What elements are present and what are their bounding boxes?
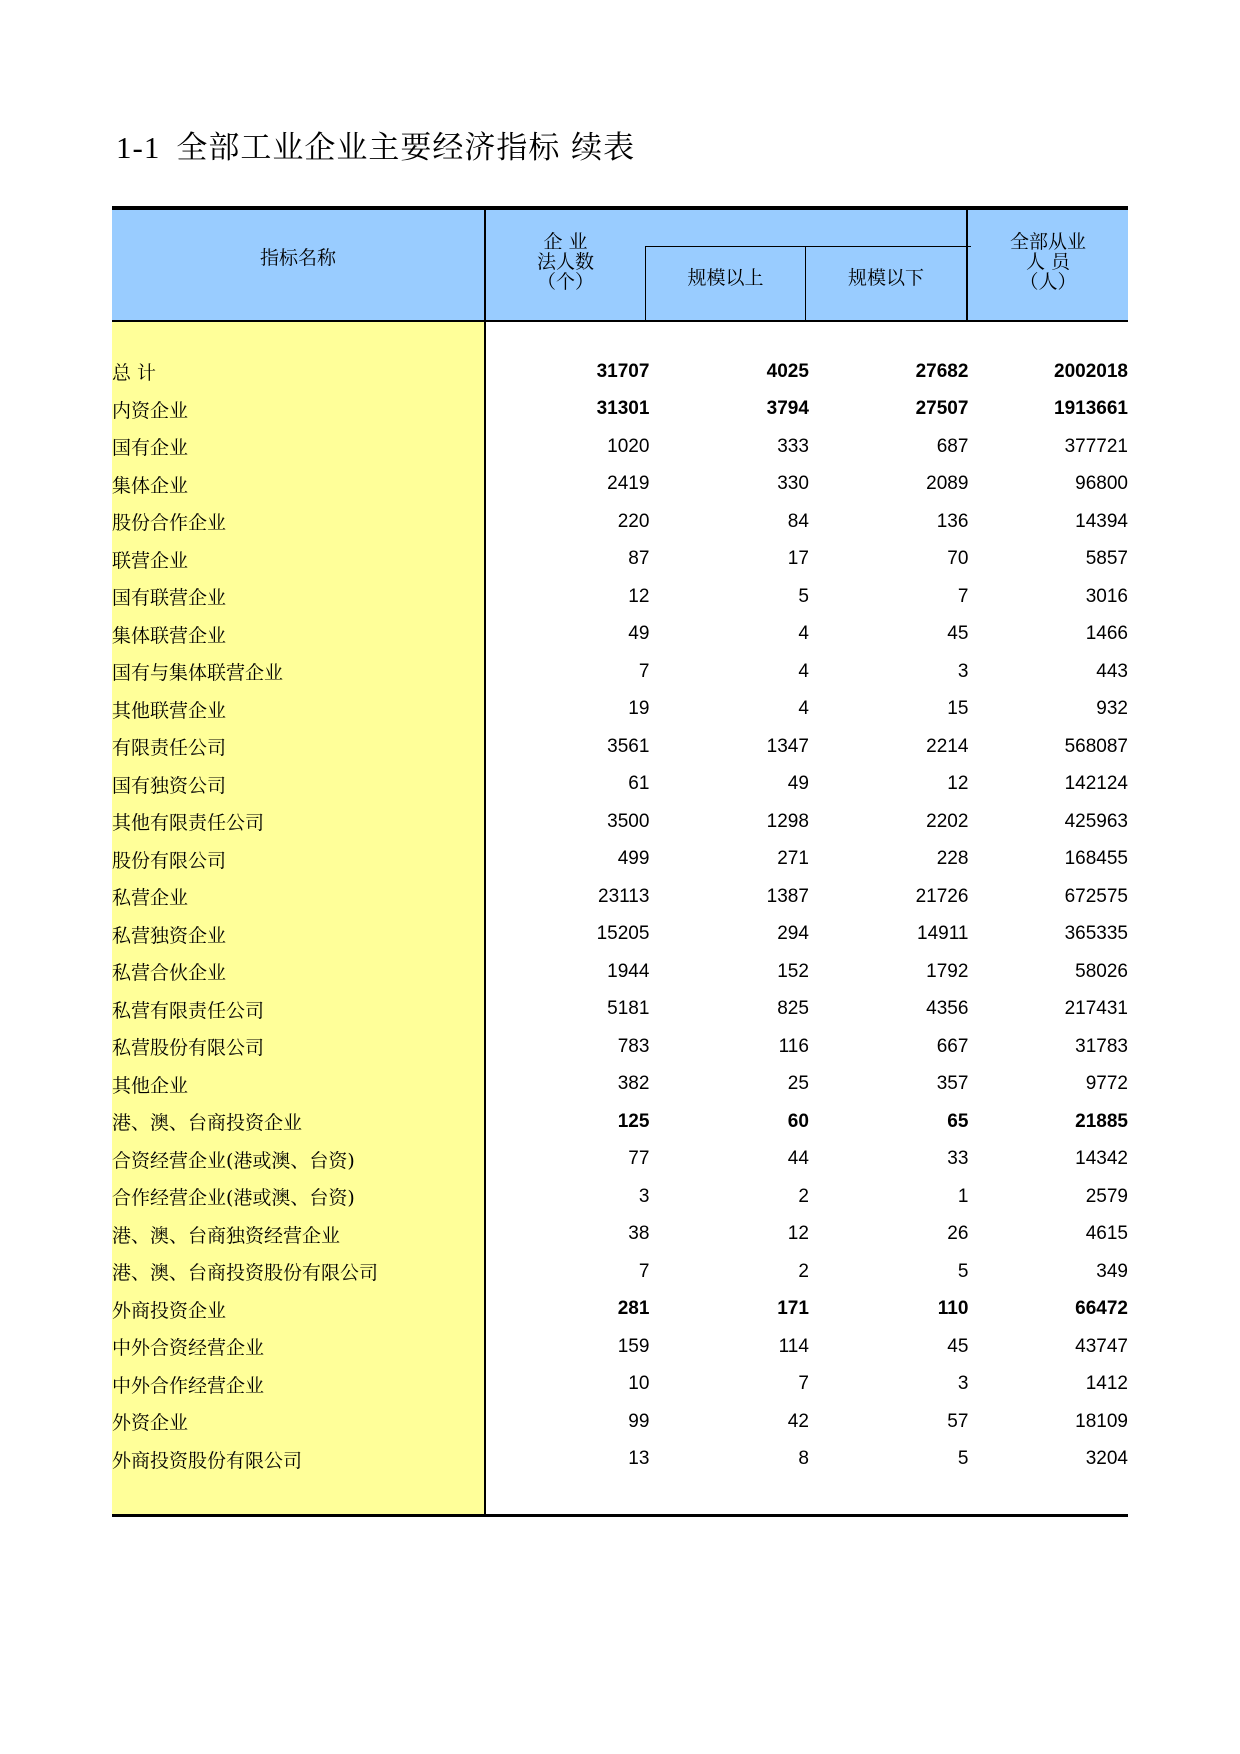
- table-row: [112, 503, 1128, 541]
- table-row: [112, 1253, 1128, 1291]
- below-scale-cell: 7: [957, 585, 969, 607]
- above-scale-cell: 116: [778, 1035, 809, 1057]
- table-row: [112, 1178, 1128, 1216]
- below-scale-cell: 357: [936, 1073, 969, 1095]
- row-label: 外商投资股份有限公司: [112, 1449, 303, 1472]
- below-scale-cell: 228: [936, 848, 969, 870]
- employees-cell: 5857: [1085, 548, 1128, 570]
- enterprise-count-cell: 2419: [607, 473, 650, 495]
- row-label: 港、澳、台商投资企业: [112, 1112, 303, 1135]
- enterprise-count-cell: 220: [617, 510, 650, 532]
- employees-cell: 349: [1096, 1260, 1128, 1282]
- row-label: 国有联营企业: [112, 587, 227, 610]
- header-sub-rule: [645, 246, 971, 247]
- table-row: [112, 653, 1128, 691]
- employees-cell: 568087: [1064, 735, 1128, 757]
- employees-cell: 217431: [1064, 998, 1128, 1020]
- row-label: 外资企业: [112, 1412, 189, 1435]
- table-row: [112, 1366, 1128, 1404]
- below-scale-cell: 5: [957, 1260, 969, 1282]
- table-row: [112, 878, 1128, 916]
- table-row: [112, 616, 1128, 654]
- table-row: [112, 916, 1128, 954]
- row-label: 国有与集体联营企业: [112, 662, 284, 685]
- row-label: 私营独资企业: [112, 924, 227, 947]
- row-label: 集体联营企业: [112, 624, 227, 647]
- below-scale-cell: 45: [947, 1335, 969, 1357]
- enterprise-count-cell: 31301: [596, 398, 650, 420]
- row-label: 私营股份有限公司: [112, 1037, 265, 1060]
- enterprise-count-cell: 7: [638, 1260, 650, 1282]
- below-scale-cell: 12: [947, 773, 969, 795]
- table-row: [112, 1328, 1128, 1366]
- enterprise-count-cell: 499: [617, 848, 650, 870]
- below-scale-cell: 57: [947, 1410, 969, 1432]
- above-scale-cell: 2: [798, 1260, 809, 1282]
- employees-cell: 4615: [1085, 1223, 1128, 1245]
- below-scale-cell: 45: [947, 623, 969, 645]
- row-label: 股份有限公司: [112, 849, 227, 872]
- above-scale-cell: 152: [777, 960, 809, 982]
- table-number: 1-1: [116, 130, 161, 165]
- header-above-scale: 规模以上: [687, 267, 764, 289]
- below-scale-cell: 33: [947, 1148, 969, 1170]
- enterprise-count-cell: 1020: [607, 435, 650, 457]
- above-scale-cell: 2: [798, 1185, 809, 1207]
- row-label: 联营企业: [112, 549, 189, 572]
- enterprise-count-cell: 61: [628, 773, 650, 795]
- employees-cell: 672575: [1064, 885, 1128, 907]
- employees-cell: 18109: [1075, 1410, 1128, 1432]
- table-row: [112, 1141, 1128, 1179]
- above-scale-cell: 825: [777, 998, 809, 1020]
- below-scale-cell: 65: [947, 1110, 969, 1132]
- employees-cell: 168455: [1064, 848, 1128, 870]
- above-scale-cell: 49: [787, 773, 809, 795]
- table-row: [112, 1028, 1128, 1066]
- above-scale-cell: 1298: [766, 810, 809, 832]
- row-label: 其他有限责任公司: [112, 812, 265, 835]
- enterprise-count-cell: 3561: [607, 735, 650, 757]
- top-rule: [112, 206, 1128, 210]
- page-title: [116, 122, 635, 167]
- enterprise-count-cell: 3: [638, 1185, 650, 1207]
- employees-cell: 425963: [1064, 810, 1128, 832]
- above-scale-cell: 171: [777, 1298, 809, 1320]
- above-scale-cell: 114: [778, 1335, 809, 1357]
- above-scale-cell: 25: [787, 1073, 809, 1095]
- table-row: [112, 1441, 1128, 1479]
- table-row: [112, 841, 1128, 879]
- below-scale-cell: 5: [957, 1448, 969, 1470]
- enterprise-count-cell: 159: [617, 1335, 650, 1357]
- above-scale-cell: 3794: [766, 398, 809, 420]
- enterprise-count-cell: 13: [628, 1448, 650, 1470]
- employees-cell: 443: [1096, 660, 1128, 682]
- table-row: [112, 691, 1128, 729]
- row-label: 私营有限责任公司: [112, 999, 265, 1022]
- above-scale-cell: 84: [787, 510, 809, 532]
- below-scale-cell: 14911: [917, 923, 969, 945]
- employees-cell: 96800: [1075, 473, 1128, 495]
- row-label: 中外合作经营企业: [112, 1374, 265, 1397]
- header-indicator-name: 指标名称: [259, 247, 336, 269]
- employees-cell: 14342: [1075, 1148, 1128, 1170]
- employees-cell: 66472: [1075, 1298, 1128, 1320]
- enterprise-count-cell: 281: [617, 1298, 650, 1320]
- header-enterprise-line2: 法人数: [536, 251, 594, 273]
- header-enterprise-line1: 企 业: [543, 231, 588, 253]
- enterprise-count-cell: 15205: [596, 923, 650, 945]
- row-label: 合作经营企业(港或澳、台资): [112, 1187, 355, 1210]
- enterprise-count-cell: 3500: [607, 810, 650, 832]
- header-employees-line1: 全部从业: [1009, 231, 1086, 253]
- header-employees-line2: 人 员: [1025, 251, 1071, 273]
- table-row: [112, 991, 1128, 1029]
- row-label: 港、澳、台商投资股份有限公司: [112, 1262, 379, 1285]
- row-label: 总 计: [112, 362, 157, 385]
- header-enterprise-count: [486, 232, 645, 292]
- employees-cell: 377721: [1064, 435, 1128, 457]
- enterprise-count-cell: 125: [617, 1110, 650, 1132]
- below-scale-cell: 4356: [926, 998, 969, 1020]
- above-scale-cell: 294: [777, 923, 809, 945]
- enterprise-count-cell: 19: [628, 698, 650, 720]
- below-scale-cell: 1: [957, 1185, 969, 1207]
- above-scale-cell: 4: [798, 698, 809, 720]
- row-label: 集体企业: [112, 474, 189, 497]
- table-row: [112, 953, 1128, 991]
- below-scale-cell: 26: [947, 1223, 969, 1245]
- employees-cell: 58026: [1075, 960, 1128, 982]
- employees-cell: 2579: [1085, 1185, 1128, 1207]
- above-scale-cell: 4: [798, 660, 809, 682]
- below-scale-cell: 2214: [926, 735, 969, 757]
- above-scale-cell: 17: [787, 548, 809, 570]
- table-row: [112, 1066, 1128, 1104]
- table-row: [112, 578, 1128, 616]
- below-scale-cell: 110: [937, 1298, 969, 1320]
- header-employees-line3: （人）: [1019, 271, 1077, 293]
- below-scale-cell: 667: [936, 1035, 969, 1057]
- row-label: 有限责任公司: [112, 737, 227, 760]
- above-scale-cell: 5: [798, 585, 809, 607]
- enterprise-count-cell: 87: [628, 548, 650, 570]
- employees-cell: 2002018: [1054, 360, 1128, 382]
- employees-cell: 1466: [1085, 623, 1128, 645]
- below-scale-cell: 15: [947, 698, 969, 720]
- employees-cell: 1412: [1085, 1373, 1128, 1395]
- enterprise-count-cell: 23113: [598, 885, 650, 907]
- employees-cell: 3016: [1085, 585, 1128, 607]
- header-employees: [968, 232, 1128, 292]
- row-label: 其他企业: [112, 1074, 189, 1097]
- below-scale-cell: 1792: [926, 960, 969, 982]
- row-label: 合资经营企业(港或澳、台资): [112, 1149, 355, 1172]
- row-label: 其他联营企业: [112, 699, 227, 722]
- employees-cell: 1913661: [1054, 398, 1128, 420]
- statistics-table: [112, 206, 1128, 1518]
- enterprise-count-cell: 31707: [596, 360, 650, 382]
- below-scale-cell: 27507: [915, 398, 969, 420]
- above-scale-cell: 333: [777, 435, 809, 457]
- below-scale-cell: 3: [957, 1373, 969, 1395]
- enterprise-count-cell: 77: [628, 1148, 650, 1170]
- employees-cell: 21885: [1075, 1110, 1128, 1132]
- above-scale-cell: 8: [798, 1448, 809, 1470]
- above-scale-cell: 4025: [766, 360, 809, 382]
- row-label: 国有独资公司: [112, 774, 227, 797]
- below-scale-cell: 3: [957, 660, 969, 682]
- above-scale-cell: 330: [777, 473, 809, 495]
- below-scale-cell: 2202: [926, 810, 969, 832]
- header-bottom-rule: [112, 320, 1128, 322]
- above-scale-cell: 42: [787, 1410, 809, 1432]
- above-scale-cell: 4: [798, 623, 809, 645]
- table-row: [112, 466, 1128, 504]
- header-enterprise-line3: （个）: [536, 271, 594, 293]
- table-row: [112, 728, 1128, 766]
- enterprise-count-cell: 38: [628, 1223, 650, 1245]
- below-scale-cell: 27682: [915, 360, 969, 382]
- row-label: 中外合资经营企业: [112, 1337, 265, 1360]
- enterprise-count-cell: 382: [617, 1073, 650, 1095]
- employees-cell: 142124: [1064, 773, 1128, 795]
- row-label: 股份合作企业: [112, 512, 227, 535]
- employees-cell: 365335: [1064, 923, 1128, 945]
- employees-cell: 14394: [1075, 510, 1128, 532]
- row-label: 外商投资企业: [112, 1299, 227, 1322]
- data-rows: [112, 353, 1128, 1478]
- employees-cell: 932: [1096, 698, 1128, 720]
- table-row: [112, 353, 1128, 391]
- above-scale-cell: 271: [777, 848, 809, 870]
- enterprise-count-cell: 5181: [607, 998, 650, 1020]
- bottom-rule: [112, 1514, 1128, 1517]
- employees-cell: 31783: [1075, 1035, 1128, 1057]
- table-row: [112, 1216, 1128, 1254]
- row-label: 私营合伙企业: [112, 962, 227, 985]
- table-row: [112, 541, 1128, 579]
- table-row: [112, 766, 1128, 804]
- below-scale-cell: 21726: [915, 885, 969, 907]
- enterprise-count-cell: 12: [628, 585, 650, 607]
- below-scale-cell: 136: [936, 510, 969, 532]
- above-scale-cell: 12: [787, 1223, 809, 1245]
- above-scale-cell: 7: [798, 1373, 809, 1395]
- employees-cell: 3204: [1085, 1448, 1128, 1470]
- row-label: 内资企业: [112, 399, 189, 422]
- below-scale-cell: 687: [936, 435, 969, 457]
- below-scale-cell: 70: [947, 548, 969, 570]
- table-row: [112, 391, 1128, 429]
- enterprise-count-cell: 10: [628, 1373, 650, 1395]
- above-scale-cell: 1387: [766, 885, 809, 907]
- header-below-scale: 规模以下: [847, 267, 924, 289]
- row-label: 私营企业: [112, 887, 189, 910]
- enterprise-count-cell: 7: [638, 660, 650, 682]
- employees-cell: 9772: [1085, 1073, 1128, 1095]
- table-row: [112, 1103, 1128, 1141]
- employees-cell: 43747: [1075, 1335, 1128, 1357]
- enterprise-count-cell: 99: [628, 1410, 650, 1432]
- table-row: [112, 428, 1128, 466]
- enterprise-count-cell: 783: [617, 1035, 650, 1057]
- above-scale-cell: 44: [787, 1148, 809, 1170]
- enterprise-count-cell: 49: [628, 623, 650, 645]
- table-row: [112, 1291, 1128, 1329]
- enterprise-count-cell: 1944: [607, 960, 650, 982]
- above-scale-cell: 1347: [766, 735, 809, 757]
- below-scale-cell: 2089: [926, 473, 969, 495]
- above-scale-cell: 60: [787, 1110, 809, 1132]
- table-title: 全部工业企业主要经济指标 续表: [176, 130, 636, 166]
- row-label: 国有企业: [112, 437, 189, 460]
- table-row: [112, 803, 1128, 841]
- row-label: 港、澳、台商独资经营企业: [112, 1224, 341, 1247]
- table-row: [112, 1403, 1128, 1441]
